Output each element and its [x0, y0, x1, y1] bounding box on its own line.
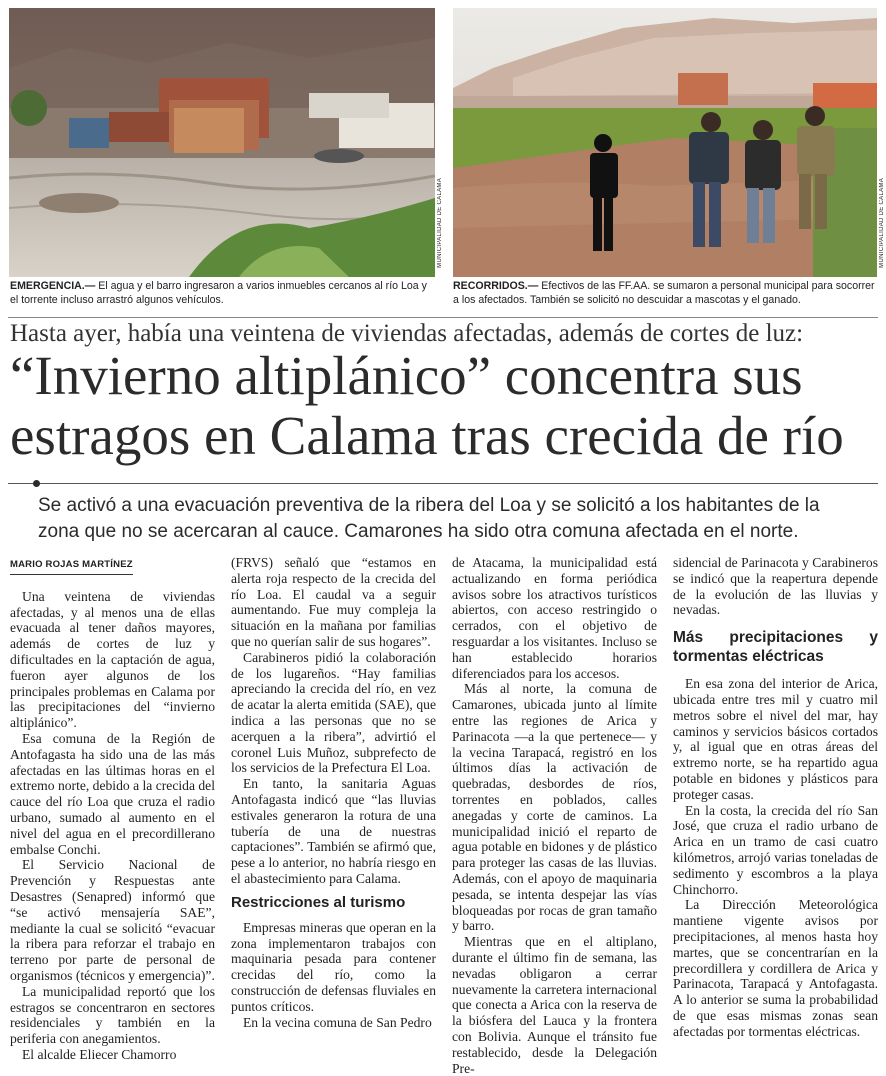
paragraph: En tanto, la sanitaria Aguas Antofagasta indicó que “las lluvias estivales generaron la rotura de una tubería de una de nuestras captaciones”. También se afirmó que, pese a lo anterior, no habría riesgo en el abastecimiento para Calama.	[231, 776, 436, 886]
paragraph: El alcalde Eliecer Chamorro	[22, 1046, 177, 1062]
caption-label: EMERGENCIA.—	[10, 280, 96, 292]
subheading: Restricciones al turismo	[231, 893, 406, 911]
paragraph: Una veintena de viviendas afectadas, y al menos una de ellas evacuada al tener daños mayores, además de cortes de luz y dificultades en la captación de agua, fueron ayer algunos de los principales problemas en Calama por las precipitaciones del “invierno altiplánico”.	[10, 588, 215, 731]
photo-caption-left	[10, 279, 438, 307]
paragraph: sidencial de Parinacota y Carabineros se indicó que la reapertura depende de la evolución de las lluvias y nevadas.	[673, 555, 878, 618]
caption-text: Efectivos de las FF.AA. se sumaron a personal municipal para socorrer a los afectados. También se solicitó no descuidar a mascotas y el ganado.	[453, 280, 875, 306]
photo-credit-right: MUNICIPALIDAD DE CALAMA	[879, 178, 885, 268]
paragraph: Mientras que en el altiplano, durante el último fin de semana, las nevadas obligaron a cerrar nuevamente la carretera internacional que conecta a Arica con la reserva de la biósfera del Lauca y la frontera con Bolivia. Aunque el tránsito fue restablecido, desde la Delegación Pre-	[452, 934, 657, 1076]
paragraph: En esa zona del interior de Arica, ubicada entre tres mil y cuatro mil metros sobre el nivel del mar, hay caminos y servicios básicos cortados y, al igual que en otras áreas del extremo norte, se ha repartido agua potable en bidones y plásticos para proteger casas.	[673, 676, 878, 802]
headline-line: estragos en Calama tras crecida de río	[10, 405, 844, 466]
headline-line: “Invierno altiplánico” concentra sus	[10, 345, 803, 406]
photo-officials-surveying	[453, 8, 877, 277]
paragraph: (FRVS) señaló que “estamos en alerta roja respecto de la crecida del río Loa. El caudal va a seguir aumentando. Fue muy compleja la situación en la mañana por familias que no querían salir de sus hogares”.	[231, 555, 436, 649]
bullet-dot-icon	[33, 480, 40, 487]
paragraph: En la costa, la crecida del río San José, que cruza el radio urbano de Arica en un tramo de casi cuatro kilómetros, arrojó varias toneladas de sedimento y escombros a la playa Chinchorro.	[673, 802, 878, 897]
caption-label: RECORRIDOS.—	[453, 280, 539, 292]
photo-caption-right	[453, 279, 878, 307]
divider	[8, 483, 878, 484]
paragraph: Carabineros pidió la colaboración de los lugareños. “Hay familias apreciando la crecida del río, en vez de acatar la alerta emitida (SAE), que indica a las personas que no se acerquen a la ribera”, advirtió el coronel Luis Muñoz, subprefecto de los servicios de la Prefectura El Loa.	[231, 649, 436, 776]
article-column-2	[231, 555, 436, 1030]
divider	[8, 317, 878, 318]
paragraph: Empresas mineras que operan en la zona implementaron trabajos con maquinaria pesada para contener crecidas del río, como la construcción de defensas fluviales en puntos críticos.	[231, 919, 436, 1014]
article-column-3	[452, 555, 657, 1076]
paragraph: Más al norte, la comuna de Camarones, ubicada junto al límite entre las regiones de Arica y Parinacota —a la que pertenece— y la vecina Tarapacá, registró en los últimos días la activación de quebradas, desbordes de ríos, torrentes en poblados, calles anegadas y corte de caminos. La municipalidad inició el reparto de agua potable en bidones y de plástico para proteger las casas de las lluvias. Además, con el apoyo de maquinaria pesada, se intenta despejar las vías bloqueadas por rocas de gran tamaño y barro.	[452, 681, 657, 934]
subheading: Más precipitaciones y tormentas eléctricas	[673, 629, 878, 666]
photo-credit-left: MUNICIPALIDAD DE CALAMA	[437, 178, 443, 268]
caption-text: El agua y el barro ingresaron a varios inmuebles cercanos al río Loa y el torrente incluso arrastró algunos vehículos.	[10, 280, 427, 306]
photo-flooded-homes	[9, 8, 435, 277]
article-kicker: Hasta ayer, había una veintena de viviendas afectadas, además de cortes de luz:	[10, 320, 804, 347]
article-deck: Se activó a una evacuación preventiva de la ribera del Loa y se solicitó a los habitantes de la zona que no se acercaran al cauce. Camarones ha sido otra comuna afectada en el norte.	[38, 495, 820, 542]
article-column-1	[10, 555, 215, 1063]
paragraph: El Servicio Nacional de Prevención y Respuestas ante Desastres (Senapred) informó que “se activó mensajería SAE”, mediante la cual se solicitó “evacuar la ribera para reforzar el trabajo en terreno por parte de personal de organismos (técnicos y emergencia)”.	[10, 857, 215, 983]
paragraph: de Atacama, la municipalidad está actualizando en forma periódica avisos sobre los atractivos turísticos abiertos, con acceso restringido o cerrados, con el objetivo de resguardar a los visitantes. Incluso se han establecido horarios diferenciados para los accesos.	[452, 555, 657, 681]
paragraph: La municipalidad reportó que los estragos se concentraron en sectores residenciales y también en la periferia con anegamientos.	[10, 983, 215, 1047]
byline: MARIO ROJAS MARTÍNEZ	[10, 557, 133, 575]
paragraph: En la vecina comuna de San Pedro	[243, 1014, 432, 1030]
article-column-4	[673, 555, 878, 1040]
paragraph: Esa comuna de la Región de Antofagasta ha sido una de las más afectadas en las últimas horas en el extremo norte, debido a la crecida del cauce del río Loa que cruza el radio urbano, sumado al aumento en el nivel del agua en el precordillerano embalse Conchi.	[10, 730, 215, 857]
paragraph: La Dirección Meteorológica mantiene vigente avisos por precipitaciones, al menos hasta hoy martes, que se concentrarían en la precordillera y cordillera de Arica y Parinacota, Tarapacá y Antofagasta. A lo anterior se suma la probabilidad de que esas mismas zonas sean afectadas por tormentas eléctricas.	[673, 897, 878, 1039]
article-headline	[10, 346, 880, 466]
